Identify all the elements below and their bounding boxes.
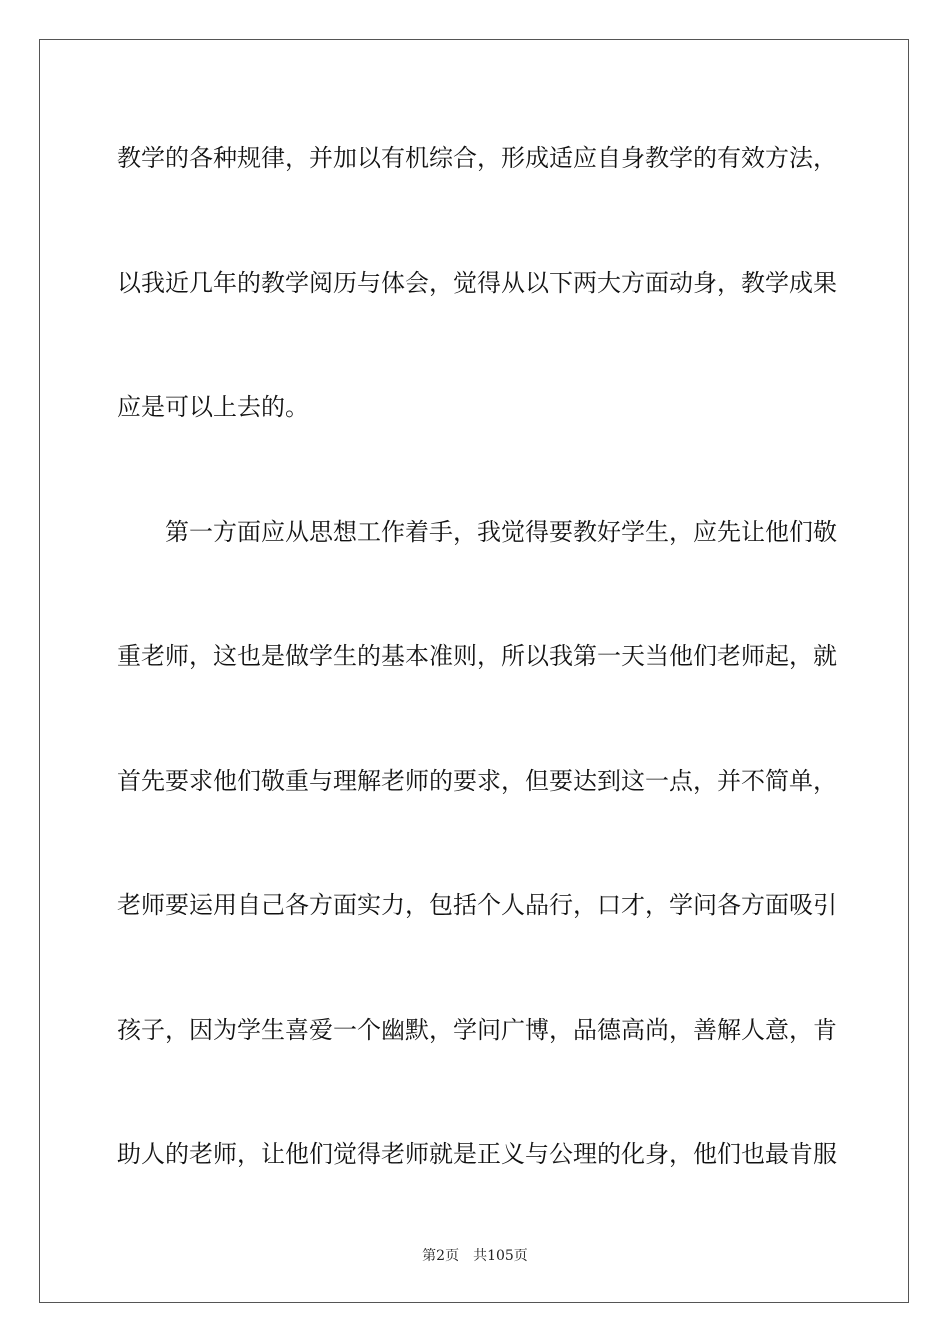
text-line: 首先要求他们敬重与理解老师的要求，但要达到这一点，并不简单， [117,766,837,795]
text-line: 应是可以上去的。 [117,393,309,421]
page-number-footer: 第2页 共105页 [422,1248,528,1264]
text-line: 助人的老师，让他们觉得老师就是正义与公理的化身，他们也最肯服 [117,1140,837,1168]
text-line: 老师要运用自己各方面实力，包括个人品行，口才，学问各方面吸引 [117,891,837,919]
paragraph-first-line: 第一方面应从思想工作着手，我觉得要教好学生，应先让他们敬 [165,517,837,546]
text-line: 重老师，这也是做学生的基本准则，所以我第一天当他们老师起，就 [117,642,837,670]
text-line: 以我近几年的教学阅历与体会，觉得从以下两大方面动身，教学成果 [117,268,837,297]
text-line: 教学的各种规律，并加以有机综合，形成适应自身教学的有效方法， [117,144,837,172]
text-line: 孩子，因为学生喜爱一个幽默，学问广博，品德高尚，善解人意，肯 [117,1015,837,1044]
document-body [117,128,837,1249]
